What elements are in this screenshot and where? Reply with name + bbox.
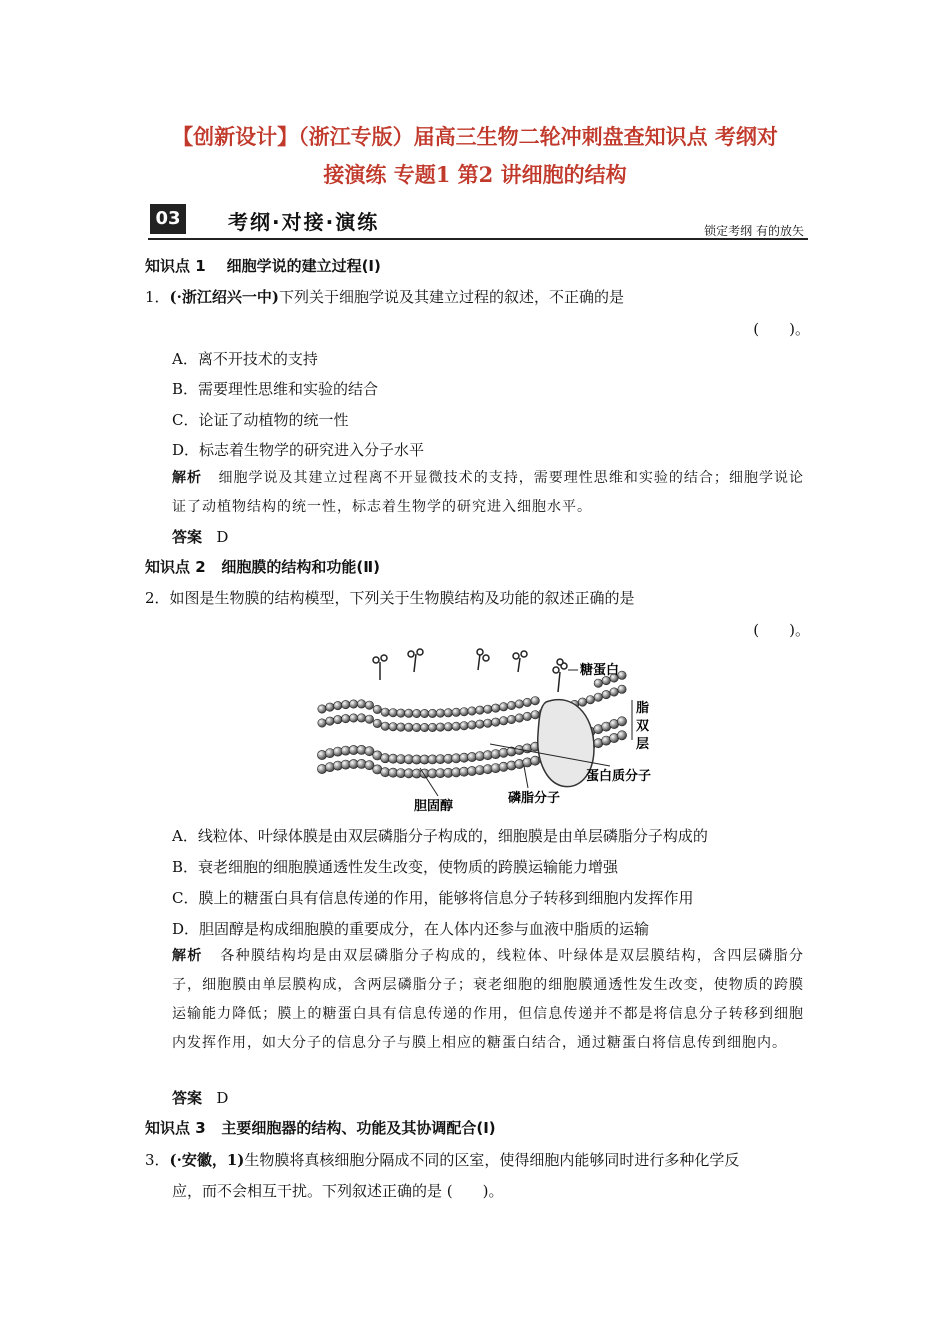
question-1-stem: 1．(·浙江绍兴一中)下列关于细胞学说及其建立过程的叙述，不正确的是 [145,288,624,306]
phospholipid-head [610,688,618,696]
phospholipid-head [428,709,436,717]
section-banner [148,200,808,240]
q1-analysis: 解析 细胞学说及其建立过程离不开显微技术的支持，需要理性思维和实验的结合；细胞学说论证了动植物结构的统一性，标志着生物学的研究进入细胞水平。 [172,470,805,515]
label-glycoprotein: 糖蛋白 [580,663,620,678]
phospholipid-head [468,721,476,729]
phospholipid-head [405,723,413,731]
phospholipid-head [436,709,444,717]
title-line-1: 【创新设计】（浙江专版）届高三生物二轮冲刺盘查知识点 考纲对 [172,124,778,149]
knowledge-point-1: 知识点 1 细胞学说的建立过程(Ⅰ) [145,257,381,275]
phospholipid-head [578,698,586,706]
knowledge-point-2: 知识点 2 细胞膜的结构和功能(Ⅱ) [145,558,380,576]
phospholipid-head [523,712,531,720]
phospholipid-head [365,715,373,723]
phospholipid-head [349,700,357,708]
q2-answer: 答案 D [172,1089,229,1107]
section-subtitle: 锁定考纲 有的放矢 [704,224,804,238]
phospholipid-head [452,722,460,730]
phospholipid-head [444,709,452,717]
phospholipid-head [428,723,436,731]
phospholipid-head [389,723,397,731]
answer-blank-1: ( )。 [753,320,810,338]
phospholipid-head [523,758,532,767]
membrane-illustration [310,648,670,818]
phospholipid-head [507,761,516,770]
phospholipid-head [397,723,405,731]
label-bilayer-3: 层 [636,737,650,752]
knowledge-point-3: 知识点 3 主要细胞器的结构、功能及其协调配合(Ⅰ) [145,1119,496,1137]
phospholipid-head [531,697,539,705]
label-cholesterol: 胆固醇 [414,799,454,814]
q1-answer: 答案 D [172,528,229,546]
phospholipid-head [484,719,492,727]
phospholipid-head [357,714,365,722]
section-title: 考纲·对接·演练 [228,210,380,234]
q2-analysis: 解析 各种膜结构均是由双层磷脂分子构成的，线粒体、叶绿体是双层膜结构，含四层磷脂分子，细胞膜由单层膜构成，含两层磷脂分子；衰老细胞的细胞膜通透性发生改变，使物质的跨膜运输能力降低；膜上的糖蛋白具有信息传递的作用，但信息传递并不都是将信息分子转移到细胞内发挥作用，如大分子的信息分子与膜上相应的糖蛋白结合，通过糖蛋白将信息传到细胞内。 [172,948,804,1051]
phospholipid-head [523,698,531,706]
phospholipid-head [420,723,428,731]
phospholipid-head [499,703,507,711]
phospholipid-head [349,714,357,722]
phospholipid-head [617,731,626,740]
phospholipid-head [602,690,610,698]
phospholipid-head [515,700,523,708]
phospholipid-head [318,705,326,713]
membrane-diagram [310,648,670,818]
phospholipid-head [381,722,389,730]
phospholipid-head [413,709,421,717]
phospholipid-head [389,709,397,717]
q2-option-a: A．线粒体、叶绿体膜是由双层磷脂分子构成的，细胞膜是由单层磷脂分子构成的 [172,827,708,845]
phospholipid-head [499,717,507,725]
section-number: 03 [150,204,186,234]
phospholipid-head [452,708,460,716]
q2-option-b: B．衰老细胞的细胞膜通透性发生改变，使物质的跨膜运输能力增强 [172,858,619,876]
phospholipid-head [357,700,365,708]
phospholipid-head [594,693,602,701]
question-2-stem: 2．如图是生物膜的结构模型，下列关于生物膜结构及功能的叙述正确的是 [145,589,635,607]
sugar-chains [373,649,567,692]
phospholipid-head [342,714,350,722]
phospholipid-head [444,723,452,731]
answer-blank-2: ( )。 [753,621,810,639]
q2-option-d: D．胆固醇是构成细胞膜的重要成分，在人体内还参与血液中脂质的运输 [172,920,650,938]
phospholipid-head [484,705,492,713]
phospholipid-head [594,679,602,687]
phospholipid-head [492,704,500,712]
label-phospholipid: 磷脂分子 [508,791,561,806]
phospholipid-head [476,706,484,714]
label-bilayer-2: 双 [636,719,650,734]
phospholipid-head [507,701,515,709]
question-3-stem-cont: 应，而不会相互干扰。下列叙述正确的是 ( )。 [172,1182,504,1200]
q1-option-b: B．需要理性思维和实验的结合 [172,380,379,398]
phospholipid-head [586,696,594,704]
phospholipid-head [420,709,428,717]
q2-option-c: C．膜上的糖蛋白具有信息传递的作用，能够将信息分子转移到细胞内发挥作用 [172,889,694,907]
phospholipid-head [618,685,626,693]
phospholipid-head [342,700,350,708]
phospholipid-head [373,719,381,727]
phospholipid-head [468,707,476,715]
phospholipid-head [618,671,626,679]
question-3-stem: 3．(·安徽，1)生物膜将真核细胞分隔成不同的区室，使得细胞内能够同时进行多种化学反 [145,1151,740,1169]
phospholipid-head [531,711,539,719]
phospholipid-head [373,705,381,713]
phospholipid-head [397,709,405,717]
phospholipid-head [365,701,373,709]
phospholipid-head [326,717,334,725]
phospholipid-head [318,719,326,727]
title-line-2: 接演练 专题1 第2 讲细胞的结构 [323,162,627,187]
phospholipid-head [405,709,413,717]
label-bilayer-1: 脂 [636,701,650,716]
phospholipid-head [326,703,334,711]
q1-option-c: C．论证了动植物的统一性 [172,411,349,429]
section-rule [148,238,808,240]
phospholipid-head [515,714,523,722]
q1-option-a: A．离不开技术的支持 [172,350,318,368]
phospholipid-head [507,715,515,723]
phospholipid-head [617,717,626,726]
phospholipid-head [515,759,524,768]
document-title [120,118,830,194]
phospholipid-head [413,723,421,731]
phospholipid-head [334,701,342,709]
phospholipid-head [325,749,334,758]
phospholipid-head [325,763,334,772]
q1-option-d: D．标志着生物学的研究进入分子水平 [172,441,425,459]
phospholipid-head [460,722,468,730]
phospholipid-head [460,708,468,716]
phospholipid-head [381,708,389,716]
phospholipid-head [492,718,500,726]
phospholipid-head [476,720,484,728]
phospholipid-head [334,715,342,723]
label-protein: 蛋白质分子 [586,769,652,784]
phospholipid-head [436,723,444,731]
